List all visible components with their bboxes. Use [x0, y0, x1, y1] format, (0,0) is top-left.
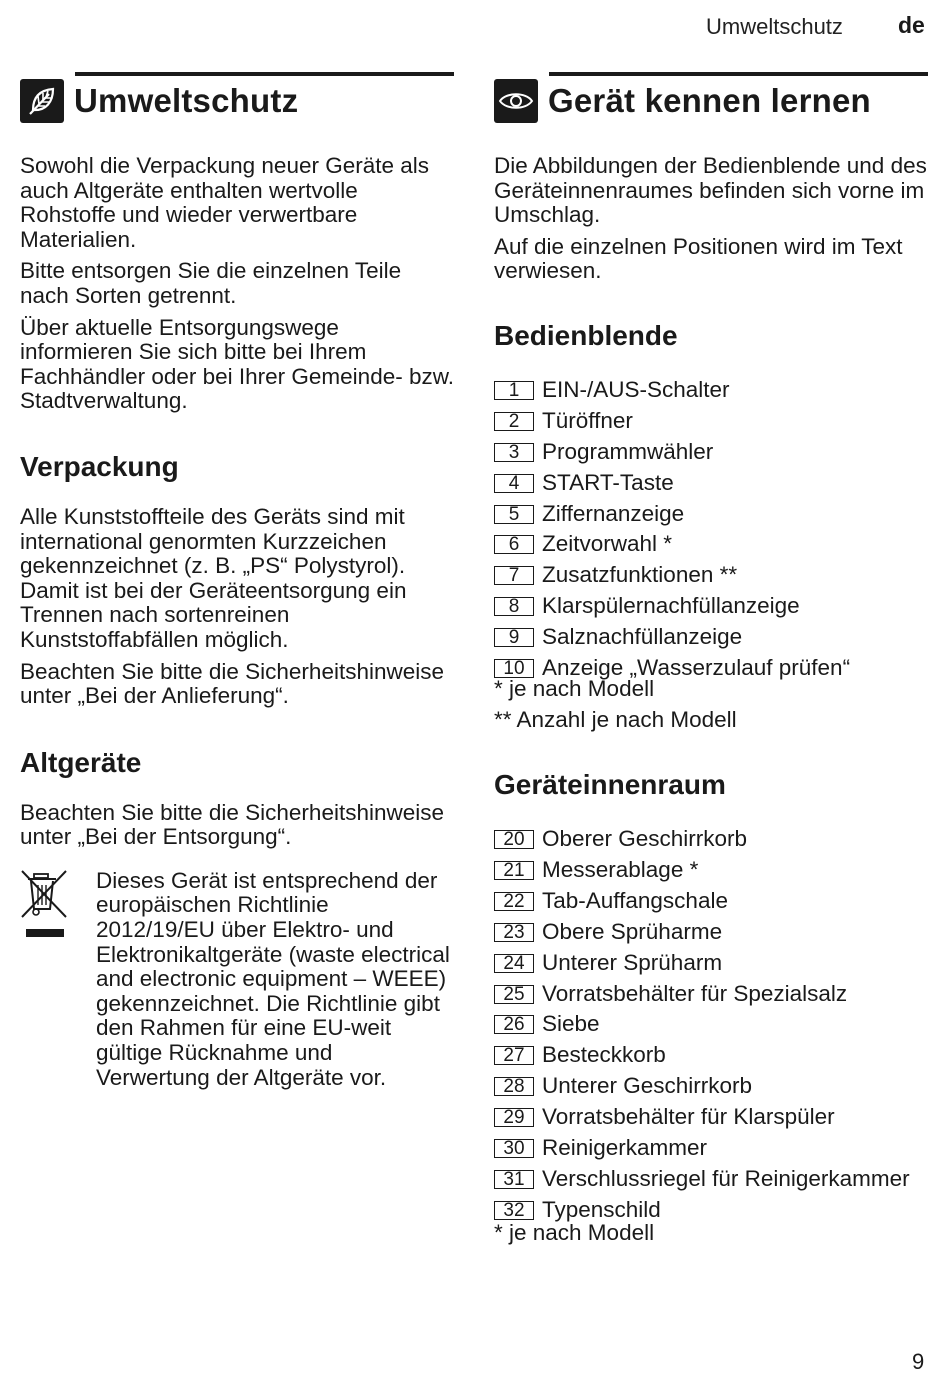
language-code: de: [898, 12, 925, 38]
list-item: [494, 378, 928, 403]
section-heading-umweltschutz: [20, 78, 454, 124]
item-label: Unterer Geschirrkorb: [542, 1073, 753, 1099]
list-item: [494, 563, 928, 588]
item-label: START-Taste: [542, 469, 674, 495]
list-item: [494, 471, 928, 496]
intro-paragraph-1: Sowohl die Verpackung neuer Geräte als auch Altgeräte enthalten wertvolle Rohstoffe und wieder verwertbare Materialien.: [20, 153, 430, 252]
item-label: EIN-/AUS-Schalter: [542, 376, 730, 402]
position-number-box: 26: [494, 1015, 534, 1034]
item-label: Vorratsbehälter für Spezialsalz: [542, 980, 848, 1006]
section-rule: [549, 72, 928, 76]
item-label: Besteckkorb: [542, 1042, 666, 1068]
position-number-box: 8: [494, 597, 534, 616]
list-item: [494, 625, 928, 650]
panel-items-list: [494, 378, 928, 681]
item-label: Programmwähler: [542, 438, 714, 464]
position-number-box: 24: [494, 954, 534, 973]
list-item: [494, 920, 928, 945]
list-item: [494, 982, 928, 1007]
list-item: [494, 858, 928, 883]
list-item: [494, 1105, 928, 1130]
item-label: Tab-Auffangschale: [542, 887, 728, 913]
section-title: Gerät kennen lernen: [548, 82, 871, 119]
intro-paragraph-3: Über aktuelle Entsorgungswege informieren Sie sich bitte bei Ihrem Fachhändler oder bei Ihrer Gemeinde- bzw. Stadtverwaltung.: [20, 314, 454, 414]
interior-items-list: [494, 827, 928, 1222]
position-number-box: 9: [494, 628, 534, 647]
position-number-box: 1: [494, 381, 534, 400]
intro-paragraph-2: Auf die einzelnen Positionen wird im Text verwiesen.: [494, 233, 903, 284]
section-title: Umweltschutz: [74, 82, 299, 119]
position-number-box: 3: [494, 443, 534, 462]
position-number-box: 32: [494, 1201, 534, 1220]
list-item: [494, 1043, 928, 1068]
page-number: 9: [912, 1349, 925, 1374]
list-item: [494, 440, 928, 465]
left-column: [20, 72, 454, 1090]
position-number-box: 30: [494, 1139, 534, 1158]
section-heading-geraet: [494, 78, 928, 124]
position-number-box: 21: [494, 861, 534, 880]
item-label: Zeitvorwahl *: [542, 531, 673, 557]
item-label: Vorratsbehälter für Klarspüler: [542, 1104, 835, 1130]
item-label: Unterer Sprüharm: [542, 949, 723, 975]
item-label: Messerablage *: [542, 856, 699, 882]
list-item: [494, 1136, 928, 1161]
footnote-count: ** Anzahl je nach Modell: [494, 707, 737, 733]
position-number-box: 23: [494, 923, 534, 942]
leaf-icon: [20, 79, 64, 123]
position-number-box: 6: [494, 535, 534, 554]
position-number-box: 25: [494, 985, 534, 1004]
position-number-box: 7: [494, 566, 534, 585]
list-item: [494, 889, 928, 914]
intro-paragraph-2: Bitte entsorgen Sie die einzelnen Teile nach Sorten getrennt.: [20, 258, 402, 308]
position-number-box: 22: [494, 892, 534, 911]
position-number-box: 2: [494, 412, 534, 431]
item-label: Anzeige „Wasserzulauf prüfen“: [542, 654, 851, 680]
eye-icon: [494, 79, 538, 123]
item-label: Verschlussriegel für Reinigerkammer: [542, 1165, 910, 1191]
item-label: Zusatzfunktionen **: [542, 562, 738, 588]
list-item: [494, 1198, 928, 1223]
list-item: [494, 1167, 928, 1192]
list-item: [494, 502, 928, 527]
list-item: [494, 409, 928, 434]
subheading-bedienblende: Bedienblende: [494, 319, 678, 351]
item-label: Ziffernanzeige: [542, 500, 685, 526]
item-label: Türöffner: [542, 407, 633, 433]
list-item: [494, 1012, 928, 1037]
weee-notice: [20, 869, 454, 1090]
crossed-bin-icon: [20, 869, 96, 1090]
position-number-box: 31: [494, 1170, 534, 1189]
position-number-box: 10: [494, 659, 534, 678]
position-number-box: 4: [494, 474, 534, 493]
subheading-verpackung: Verpackung: [20, 450, 179, 482]
section-rule: [75, 72, 454, 76]
list-item: [494, 532, 928, 557]
item-label: Siebe: [542, 1011, 600, 1037]
subheading-geraeteinnenraum: Geräteinnenraum: [494, 769, 726, 801]
list-item: [494, 1074, 928, 1099]
footnote-model: * je nach Modell: [494, 675, 655, 701]
position-number-box: 27: [494, 1046, 534, 1065]
weee-paragraph: Dieses Gerät ist entsprechend der europäischen Richtlinie 2012/19/EU über Elektro- und Elektronikaltgeräte (waste electrical and electronic equipment – WEEE) gekennzeichnet. Die Richtlinie gibt den Rahmen für eine EU-weit gültige Rücknahme und Verwertung der Altgeräte vor.: [96, 867, 450, 1090]
list-item: [494, 594, 928, 619]
running-header-title: Umweltschutz: [706, 14, 843, 39]
right-column: [494, 72, 928, 1245]
item-label: Typenschild: [542, 1196, 661, 1222]
intro-paragraph-1: Die Abbildungen der Bedienblende und des Geräteinnenraumes befinden sich vorne im Umschlag.: [494, 153, 927, 228]
position-number-box: 20: [494, 830, 534, 849]
item-label: Oberer Geschirrkorb: [542, 826, 748, 852]
packaging-paragraph-2: Beachten Sie bitte die Sicherheitshinweise unter „Bei der Anlieferung“.: [20, 658, 445, 709]
subheading-altgeraete: Altgeräte: [20, 746, 142, 778]
old-devices-paragraph: Beachten Sie bitte die Sicherheitshinweise unter „Bei der Entsorgung“.: [20, 799, 445, 850]
item-label: Obere Sprüharme: [542, 918, 723, 944]
position-number-box: 5: [494, 505, 534, 524]
item-label: Reinigerkammer: [542, 1134, 708, 1160]
item-label: Klarspülernachfüllanzeige: [542, 593, 800, 619]
list-item: [494, 951, 928, 976]
position-number-box: 28: [494, 1077, 534, 1096]
position-number-box: 29: [494, 1108, 534, 1127]
item-label: Salznachfüllanzeige: [542, 624, 743, 650]
list-item: [494, 827, 928, 852]
footnote-model: * je nach Modell: [494, 1219, 655, 1245]
packaging-paragraph-1: Alle Kunststoffteile des Geräts sind mit international genormten Kurzzeichen gekennzeichnet (z. B. „PS“ Polystyrol). Damit ist bei der Geräteentsorgung ein Trennen nach sortenreinen Kunststoffabfällen möglich.: [20, 503, 407, 652]
